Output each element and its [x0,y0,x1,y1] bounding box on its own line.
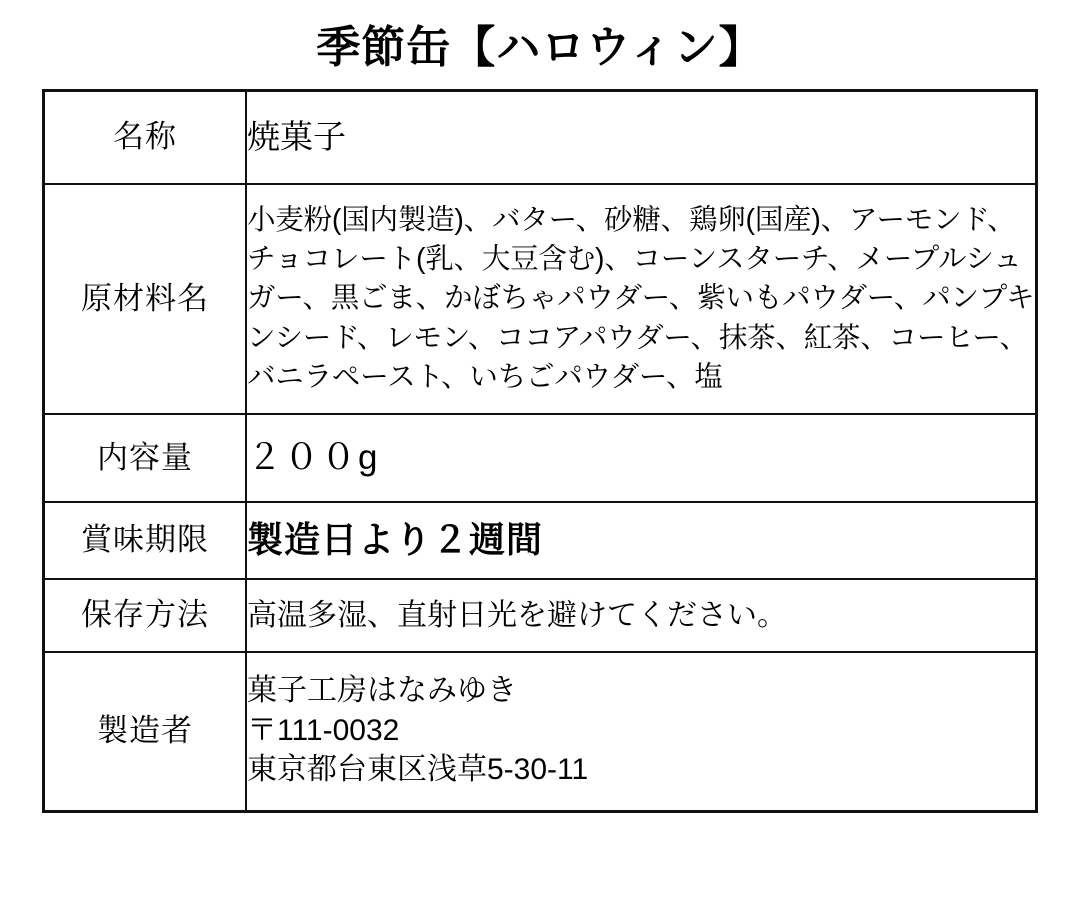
product-info-table [42,89,1038,814]
row-value-storage: 高温多湿、直射日光を避けてください。 [246,579,1037,652]
table-row [44,579,1037,652]
row-value-expiry: 製造日より２週間 [246,502,1037,579]
maker-postal-code: 〒111-0032 [247,713,400,747]
table-row [44,90,1037,183]
table-row [44,502,1037,579]
row-label-name: 名称 [44,90,247,183]
table-row [44,414,1037,502]
row-label-maker: 製造者 [44,652,247,812]
row-label-ingredients: 原材料名 [44,184,247,415]
row-value-ingredients: 小麦粉(国内製造)、バター、砂糖、鶏卵(国産)、アーモンド、チョコレート(乳、大豆含む)、コーンスターチ、メープルシュガー、黒ごま、かぼちゃパウダー、紫いもパウダー、パンプキンシード、レモン、ココアパウダー、抹茶、紅茶、コーヒー、バニラペースト、いちごパウダー、塩 [246,184,1037,415]
maker-name: 菓子工房はなみゆき [247,673,517,707]
row-value-maker [246,652,1037,812]
row-value-name: 焼菓子 [246,90,1037,183]
page-title: 季節缶【ハロウィン】 [316,23,764,72]
maker-address: 東京都台東区浅草5-30-11 [247,753,589,787]
table-row [44,184,1037,415]
row-label-storage: 保存方法 [44,579,247,652]
table-row [44,652,1037,812]
row-label-volume: 内容量 [44,414,247,502]
row-label-expiry: 賞味期限 [44,502,247,579]
row-value-volume: ２００g [246,414,1037,502]
